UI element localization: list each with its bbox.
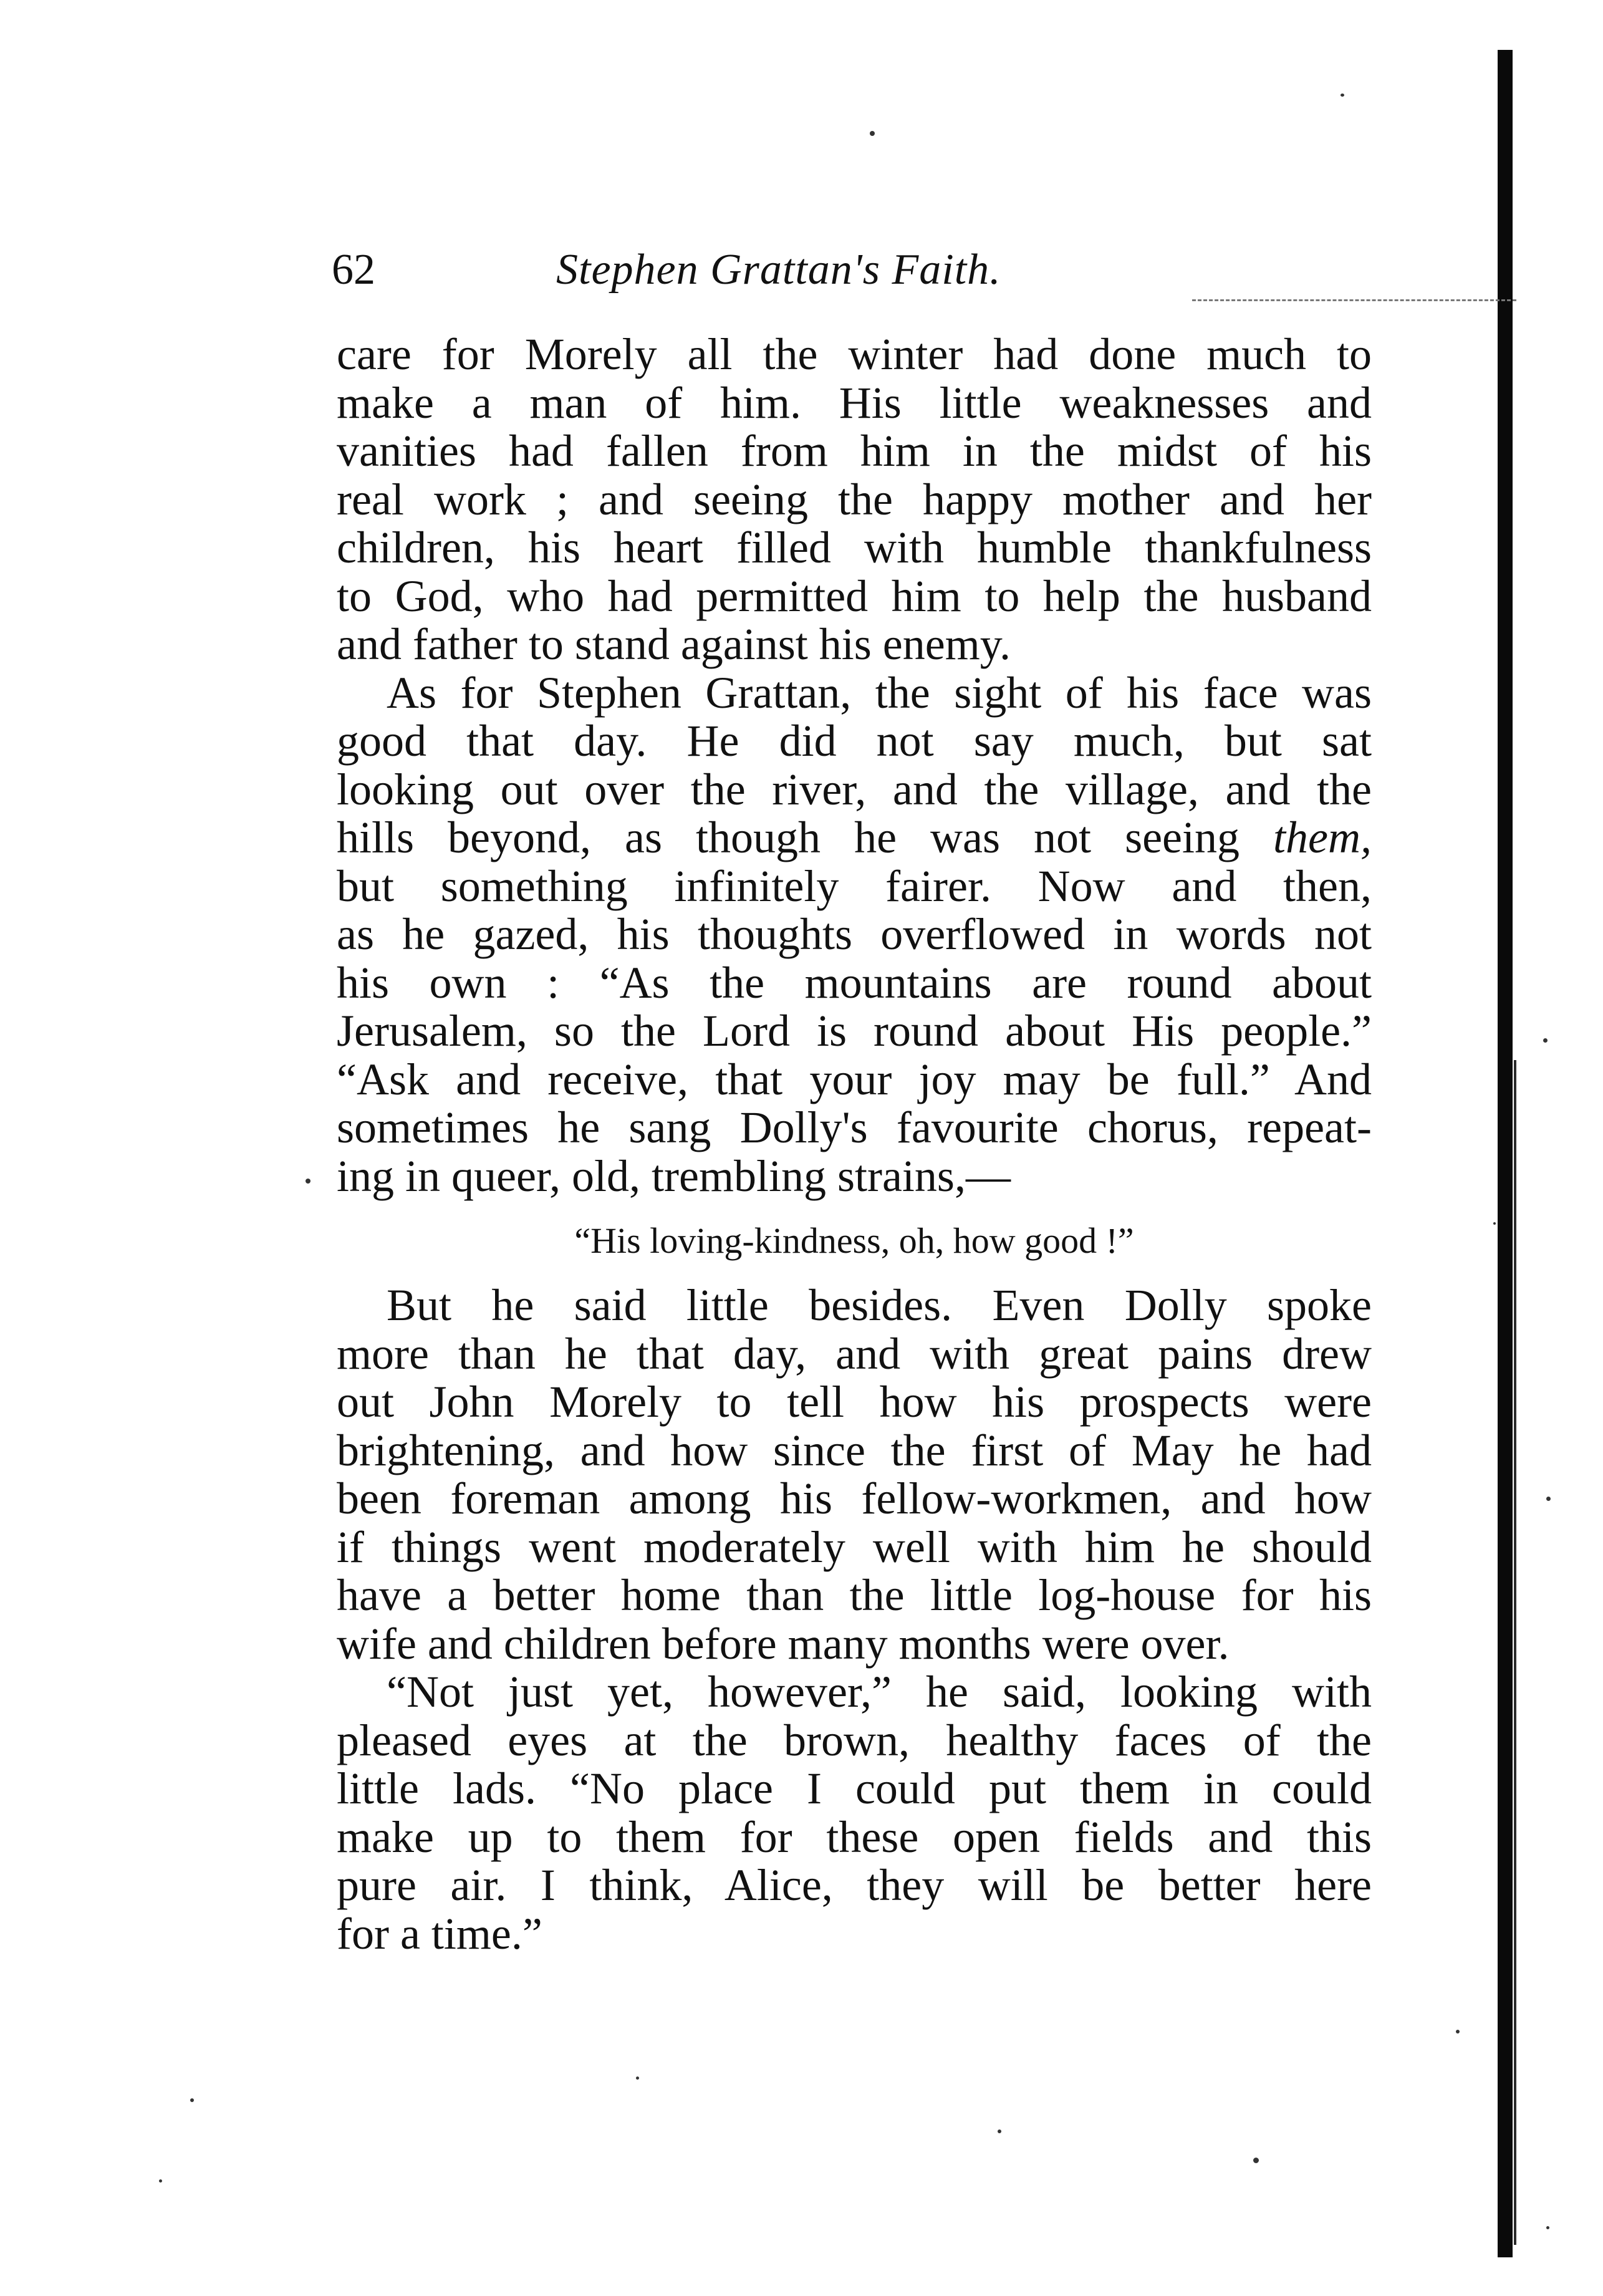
text-line: children, his heart filled with humble thankfulness <box>337 523 1372 572</box>
running-head <box>332 242 1454 298</box>
text-line: have a better home than the little log-house for his <box>337 1570 1372 1620</box>
text-line: “Not just yet, however,” he said, looking with <box>387 1667 1372 1717</box>
text-line: more than he that day, and with great pains drew <box>337 1328 1372 1379</box>
text-line: Jerusalem, so the Lord is round about His people.” <box>337 1006 1372 1056</box>
text-line-with-italic <box>337 814 1372 862</box>
text-line: little lads. “No place I could put them in could <box>337 1763 1372 1813</box>
text-line: vanities had fallen from him in the midst of his <box>337 426 1372 476</box>
text-line: for a time.” <box>337 1908 542 1959</box>
text-line: care for Morely all the winter had done much to <box>337 329 1372 379</box>
body-text <box>337 330 1372 1958</box>
italic-word: them, <box>1273 813 1372 862</box>
paragraph-1 <box>337 330 1372 669</box>
text-line: his own : “As the mountains are round about <box>337 957 1372 1008</box>
verse-quote: “His loving-kindness, oh, how good !” <box>574 1220 1134 1261</box>
text-line: wife and children before many months were over. <box>337 1618 1230 1669</box>
paragraph-2 <box>337 669 1372 1201</box>
text-line: ing in queer, old, trembling strains,— <box>337 1150 1011 1201</box>
running-title: Stephen Grattan's Faith. <box>556 246 1001 294</box>
text-line: sometimes he sang Dolly's favourite chorus, repeat- <box>337 1102 1372 1152</box>
text-line: good that day. He did not say much, but sat <box>337 716 1372 766</box>
paragraph-4 <box>337 1668 1372 1958</box>
scan-edge-rule <box>1498 50 1513 2257</box>
text-line: As for Stephen Grattan, the sight of his face was <box>387 667 1372 718</box>
text-line: brightening, and how since the first of May he had <box>337 1425 1372 1475</box>
text-line: But he said little besides. Even Dolly spoke <box>387 1280 1372 1330</box>
text-line: if things went moderately well with him he should <box>337 1522 1372 1572</box>
text-line: make up to them for these open fields and this <box>337 1811 1372 1862</box>
text-line: out John Morely to tell how his prospects were <box>337 1377 1372 1427</box>
paragraph-3 <box>337 1281 1372 1668</box>
text-line: pure air. I think, Alice, they will be better here <box>337 1860 1372 1910</box>
text-line: but something infinitely fairer. Now and then, <box>337 861 1372 911</box>
text-line: to God, who had permitted him to help the husband <box>337 571 1372 621</box>
running-head-rule <box>1192 299 1516 301</box>
text-line: as he gazed, his thoughts overflowed in words not <box>337 909 1372 959</box>
text-line: make a man of him. His little weaknesses and <box>337 377 1372 428</box>
page-number: 62 <box>332 246 375 294</box>
text-line: real work ; and seeing the happy mother and her <box>337 474 1372 524</box>
scan-edge-rule-thin <box>1514 1060 1516 2245</box>
text-line: been foreman among his fellow-workmen, and how <box>337 1474 1372 1523</box>
text-fragment: hills beyond, as though he was not seeing <box>337 813 1240 862</box>
text-line: “Ask and receive, that your joy may be full.” And <box>337 1054 1372 1104</box>
text-line: pleased eyes at the brown, healthy faces of the <box>337 1715 1372 1765</box>
text-line: looking out over the river, and the village, and the <box>337 764 1372 814</box>
text-line: and father to stand against his enemy. <box>337 619 1011 669</box>
